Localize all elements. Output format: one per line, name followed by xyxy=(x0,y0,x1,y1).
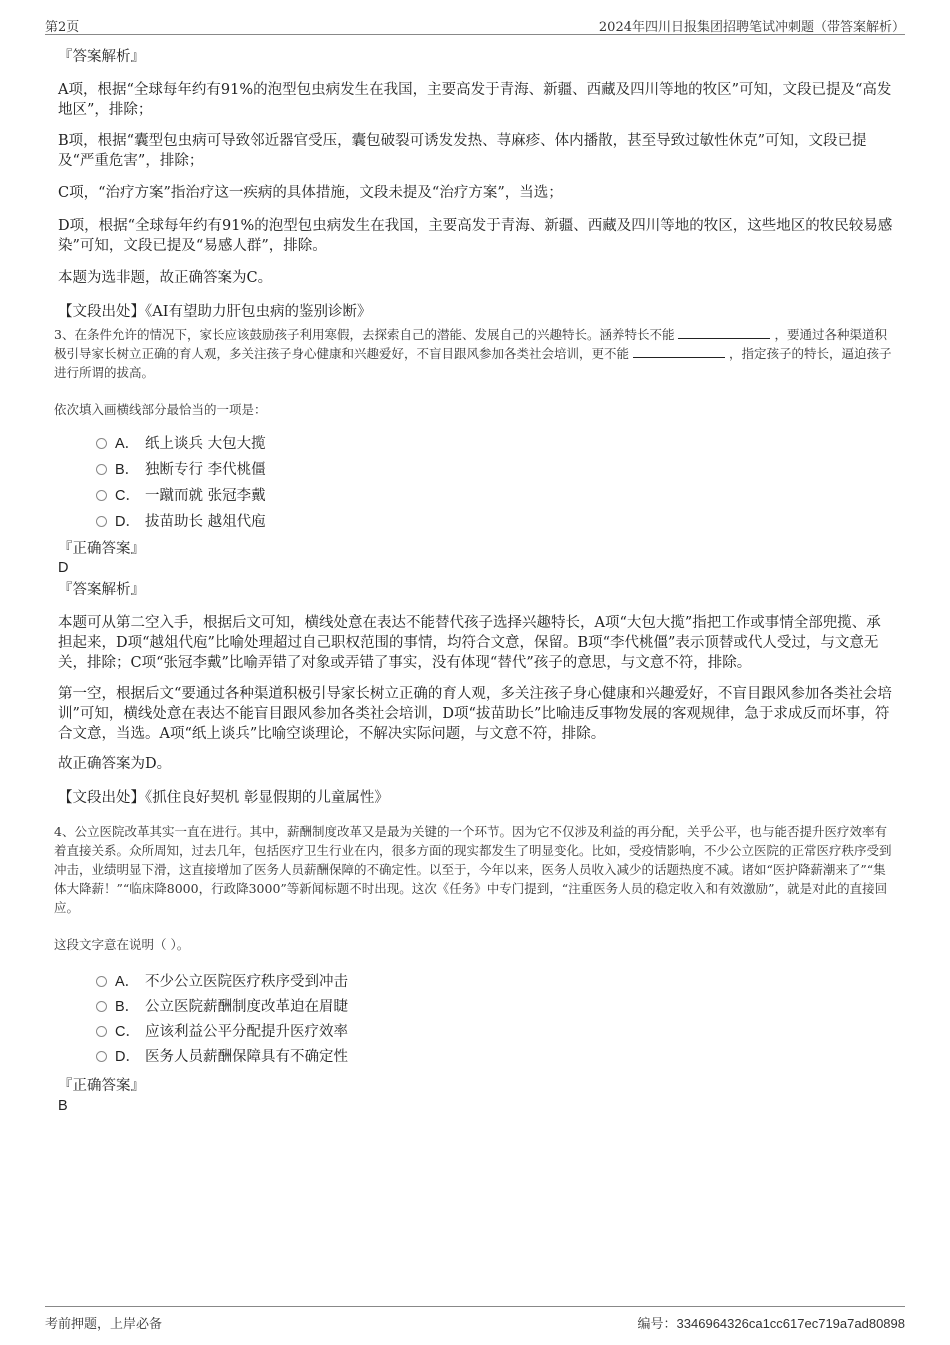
option-b[interactable]: B． 公立医院薪酬制度改革迫在眉睫 xyxy=(96,997,348,1017)
question-prompt: 这段文字意在说明（ ）。 xyxy=(54,937,190,952)
page-header xyxy=(45,14,905,35)
document-title: 2024年四川日报集团招聘笔试冲刺题（带答案解析） xyxy=(598,20,905,35)
source-citation: 【文段出处】《抓住良好契机 彰显假期的儿童属性》 xyxy=(58,790,389,806)
question-prompt: 依次填入画横线部分最恰当的一项是： xyxy=(54,402,267,417)
correct-answer: D xyxy=(58,560,69,576)
option-d[interactable]: D． 拔苗助长 越俎代庖 xyxy=(96,512,266,532)
source-citation: 【文段出处】《AI有望助力肝包虫病的鉴别诊断》 xyxy=(58,304,372,320)
analysis-heading: 『答案解析』 xyxy=(58,49,145,65)
page-footer xyxy=(45,1306,905,1332)
analysis-paragraph: C项，“治疗方案”指治疗这一疾病的具体措施，文段未提及“治疗方案”，当选； xyxy=(58,185,563,201)
analysis-paragraph: A项，根据“全球每年约有91%的泡型包虫病发生在我国，主要高发于青海、新疆、西藏及四川等地的牧区”可知，文段已提及“高发地区”，排除； xyxy=(58,82,892,118)
option-b[interactable]: B． 独断专行 李代桃僵 xyxy=(96,460,266,480)
fill-blank xyxy=(678,326,770,339)
conclusion: 故正确答案为D。 xyxy=(58,756,172,772)
option-d[interactable]: D． 医务人员薪酬保障具有不确定性 xyxy=(96,1047,348,1067)
option-c[interactable]: C． 一蹴而就 张冠李戴 xyxy=(96,486,266,506)
radio-icon[interactable] xyxy=(96,438,107,449)
answer-heading: 『正确答案』 xyxy=(58,541,145,557)
radio-icon[interactable] xyxy=(96,976,107,987)
radio-icon[interactable] xyxy=(96,464,107,475)
option-c[interactable]: C． 应该利益公平分配提升医疗效率 xyxy=(96,1022,348,1042)
question-stem: 4、公立医院改革其实一直在进行。其中，薪酬制度改革又是最为关键的一个环节。因为它不仅涉及利益的再分配，关乎公平，也与能否提升医疗效率有着直接关系。众所周知，过去几年，包括医疗卫生行业在内，很多方面的现实都发生了明显变化。比如，受疫情影响，不少公立医院的正常医疗秩序受到冲击，业绩明显下滑，这直接增加了医务人员薪酬保障的不确定性。以至于，今年以来，医务人员收入减少的话题热度不减。诸如“医护降薪潮来了”“集体大降薪！”“临床降8000，行政降3000”等新闻标题不时出现。这次《任务》中专门提到，“注重医务人员的稳定收入和有效激励”，就是对此的直接回应。 xyxy=(54,824,892,915)
analysis-paragraph: 本题可从第二空入手，根据后文可知，横线处意在表达不能替代孩子选择兴趣特长，A项“大包大揽”指把工作或事情全部兜揽、承担起来，D项“越俎代庖”比喻处理超过自己职权范围的事情，均符合文意，保留。B项“李代桃僵”表示顶替或代人受过，与文意无关，排除；C项“张冠李戴”比喻弄错了对象或弄错了事实，没有体现“替代”孩子的意思，与文意不符，排除。 xyxy=(58,615,881,671)
analysis-paragraph: 第一空，根据后文“要通过各种渠道积极引导家长树立正确的育人观，多关注孩子身心健康和兴趣爱好，不盲目跟风参加各类社会培训”可知，横线处意在表达不能盲目跟风参加各类社会培训，D项“拔苗助长”比喻违反事物发展的客观规律，急于求成反而坏事，符合文意，当选。A项“纸上谈兵”比喻空谈理论，不解决实际问题，与文意不符，排除。 xyxy=(58,686,892,742)
analysis-paragraph: D项，根据“全球每年约有91%的泡型包虫病发生在我国，主要高发于青海、新疆、西藏及四川等地的牧区，这些地区的牧民较易感染”可知，文段已提及“易感人群”，排除。 xyxy=(58,218,893,254)
radio-icon[interactable] xyxy=(96,1001,107,1012)
correct-answer: B xyxy=(58,1098,68,1114)
answer-heading: 『正确答案』 xyxy=(58,1078,145,1094)
radio-icon[interactable] xyxy=(96,516,107,527)
analysis-paragraph: B项，根据“囊型包虫病可导致邻近器官受压，囊包破裂可诱发发热、荨麻疹、体内播散，甚至导致过敏性休克”可知，文段已提及“严重危害”，排除； xyxy=(58,133,867,169)
radio-icon[interactable] xyxy=(96,1051,107,1062)
fill-blank xyxy=(633,345,725,358)
radio-icon[interactable] xyxy=(96,490,107,501)
radio-icon[interactable] xyxy=(96,1026,107,1037)
page-number: 第2页 xyxy=(45,20,80,35)
option-a[interactable]: A． 不少公立医院医疗秩序受到冲击 xyxy=(96,972,348,992)
document-id: 编号：3346964326ca1cc617ec719a7ad80898 xyxy=(637,1316,905,1332)
question-stem: 3、在条件允许的情况下，家长应该鼓励孩子利用寒假，去探索自己的潜能、发展自己的兴趣特长。涵养特长不能 ，要通过各种渠道积极引导家长树立正确的育人观，多关注孩子身心健康和兴趣爱好，不盲目跟风参加各类社会培训，更不能 ，指定孩子的特长，逼迫孩子进行所谓的拔高。 xyxy=(54,327,892,380)
conclusion: 本题为选非题，故正确答案为C。 xyxy=(58,270,273,286)
analysis-heading: 『答案解析』 xyxy=(58,582,145,598)
footer-slogan: 考前押题，上岸必备 xyxy=(45,1317,163,1332)
option-a[interactable]: A． 纸上谈兵 大包大揽 xyxy=(96,434,266,454)
